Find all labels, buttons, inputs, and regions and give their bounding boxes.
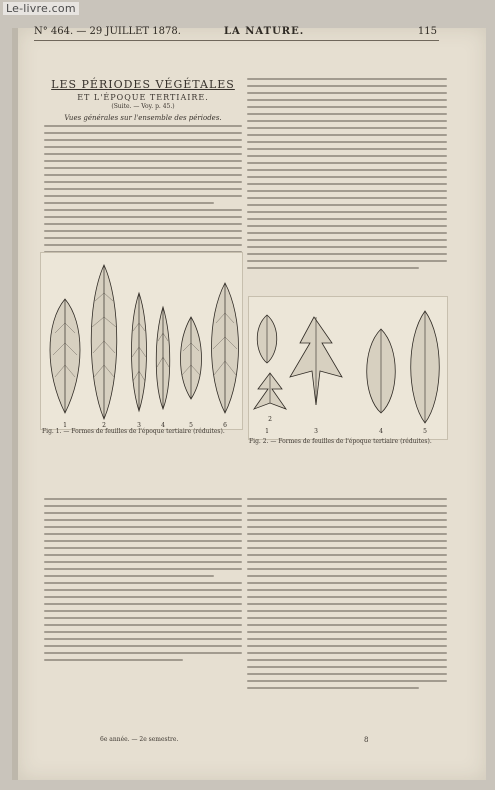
left-column-top [44,78,242,265]
figure-number: 1 [265,428,269,435]
footer-signature: 8 [364,736,369,744]
figure-number: 1 [63,422,67,429]
page-header [34,26,439,41]
figure-number: 2 [268,416,272,423]
figure-number: 3 [137,422,141,429]
paragraph-lines [44,125,242,260]
article-suite: (Suite. — Voy. p. 45.) [111,103,175,110]
figure-number: 6 [223,422,227,429]
paragraph-lines [247,78,447,269]
section-heading: Vues générales sur l'ensemble des périodes. [64,114,222,122]
paragraph-lines [247,498,447,689]
issue-date: N° 464. — 29 JUILLET 1878. [34,26,181,37]
figure-number: 4 [379,428,383,435]
figure-number: 4 [161,422,165,429]
page-number: 115 [417,26,437,37]
paragraph-lines [44,498,242,661]
figure-number: 3 [314,428,318,435]
footer-volume: 6e année. — 2e semestre. [100,736,179,743]
figure-1-caption: Fig. 1. — Formes de feuilles de l'époque tertiaire (réduites). [42,428,225,435]
watermark: Le-livre.com [3,2,79,15]
figure-2-leaves [248,296,448,440]
figure-2-caption: Fig. 2. — Formes de feuilles de l'époque tertiaire (réduites). [249,438,432,445]
figure-number: 5 [423,428,427,435]
leaf-illustration-svg [41,253,242,429]
right-column-top [247,78,447,274]
right-column-bottom [247,498,447,694]
left-column-bottom [44,498,242,666]
figure-1-leaves [40,252,243,430]
article-title: LES PÉRIODES VÉGÉTALES [51,78,235,91]
figure-number: 2 [102,422,106,429]
article-subtitle: ET L'ÉPOQUE TERTIAIRE. [77,93,209,102]
leaf-illustration-svg [249,297,447,439]
figure-number: 5 [189,422,193,429]
journal-title: LA NATURE. [224,26,305,37]
